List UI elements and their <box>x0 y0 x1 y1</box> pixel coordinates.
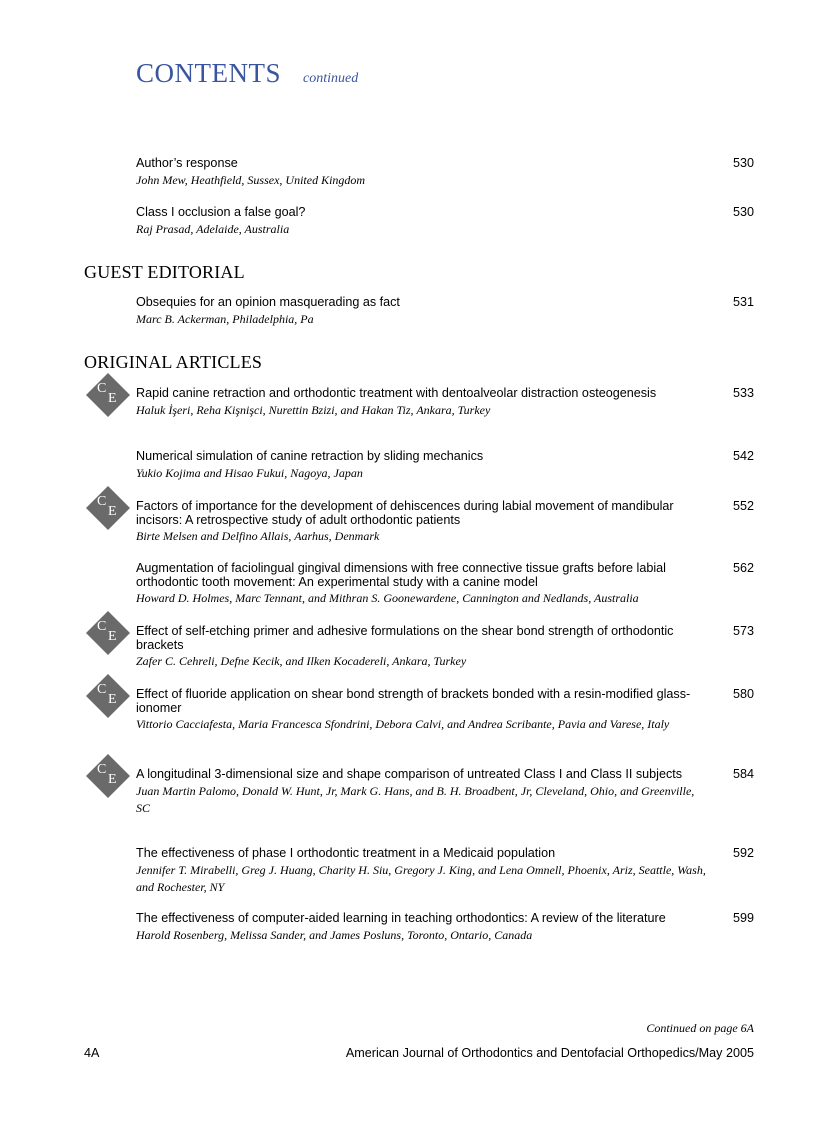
entry-authors: Yukio Kojima and Hisao Fukui, Nagoya, Japan <box>136 465 363 480</box>
svg-text:CE: CE <box>97 682 117 707</box>
entry-title[interactable]: A longitudinal 3-dimensional size and shape comparison of untreated Class I and Class II subjects <box>136 767 683 781</box>
toc-entry[interactable] <box>97 682 756 733</box>
entry-authors: Haluk İşeri, Reha Kişnişci, Nurettin Bzizi, and Hakan Tiz, Ankara, Turkey <box>136 402 491 417</box>
entry-page: 531 <box>732 295 754 309</box>
entry-title[interactable]: Author’s response <box>136 156 238 170</box>
section-heading-original-articles: ORIGINAL ARTICLES <box>84 352 263 372</box>
entry-title[interactable]: Effect of self-etching primer and adhesive formulations on the shear bond strength of orthodontic brackets <box>136 624 674 652</box>
ce-credit-icon <box>84 371 132 419</box>
entry-page: 580 <box>732 687 754 701</box>
journal-footer: American Journal of Orthodontics and Dentofacial Orthopedics/May 2005 <box>345 1046 754 1060</box>
entry-authors: Vittorio Cacciafesta, Maria Francesca Sfondrini, Debora Calvi, and Andrea Scribante, Pavia and Varese, Italy <box>136 717 670 731</box>
entry-title[interactable]: Factors of importance for the development of dehiscences during labial movement of mandibular incisors: A retrospective study of adult orthodontic patients <box>136 499 674 527</box>
entry-page: 530 <box>732 205 754 219</box>
entry-title[interactable]: Augmentation of faciolingual gingival dimensions with free connective tissue grafts before labial orthodontic tooth movement: An experimental study with a canine model <box>136 561 666 589</box>
entry-page: 533 <box>732 386 754 400</box>
toc-entry[interactable] <box>136 562 756 607</box>
svg-text:CE: CE <box>97 494 117 519</box>
entry-title[interactable]: Effect of fluoride application on shear bond strength of brackets bonded with a resin-modified glass-ionomer <box>136 687 691 715</box>
page-subtitle: continued <box>303 71 359 86</box>
ce-letter-c: CE <box>97 381 117 406</box>
toc-entry[interactable] <box>97 381 756 419</box>
entry-authors: Marc B. Ackerman, Philadelphia, Pa <box>136 311 314 326</box>
entry-authors: Raj Prasad, Adelaide, Australia <box>136 221 290 236</box>
entry-title[interactable]: Obsequies for an opinion masquerading as fact <box>136 295 400 309</box>
toc-entry[interactable] <box>136 157 756 189</box>
toc-entry[interactable] <box>136 450 756 482</box>
entry-authors: Howard D. Holmes, Marc Tennant, and Mithran S. Goonewardene, Cannington and Nedlands, Australia <box>136 591 639 605</box>
entry-page: 573 <box>732 624 754 638</box>
toc-entry[interactable] <box>97 762 756 817</box>
svg-text:CE: CE <box>97 762 117 787</box>
ce-credit-icon <box>84 672 132 720</box>
toc-entry[interactable] <box>97 494 756 545</box>
ce-credit-icon <box>84 484 132 532</box>
svg-text:CE: CE <box>97 619 117 644</box>
continued-note: Continued on page 6A <box>646 1021 754 1035</box>
entry-authors: Zafer C. Cehreli, Defne Kecik, and Ilken Kocadereli, Ankara, Turkey <box>136 654 467 668</box>
entry-page: 584 <box>732 767 754 781</box>
entry-authors: Harold Rosenberg, Melissa Sander, and James Posluns, Toronto, Ontario, Canada <box>136 927 533 942</box>
entry-title[interactable]: Class I occlusion a false goal? <box>136 205 306 219</box>
toc-entry[interactable] <box>136 296 756 328</box>
toc-entry[interactable] <box>136 847 756 896</box>
entry-authors: Jennifer T. Mirabelli, Greg J. Huang, Charity H. Siu, Gregory J. King, and Lena Omnell, Phoenix, Ariz, Seattle, Wash, and Rochester, NY <box>136 862 706 894</box>
entry-page: 562 <box>732 561 754 575</box>
page-header <box>136 58 358 89</box>
ce-credit-icon <box>84 752 132 800</box>
toc-entry[interactable] <box>136 912 756 944</box>
entry-page: 542 <box>732 449 754 463</box>
entry-title[interactable]: Numerical simulation of canine retraction by sliding mechanics <box>136 449 484 463</box>
entry-page: 552 <box>732 499 754 513</box>
entry-page: 530 <box>732 156 754 170</box>
entry-authors: John Mew, Heathfield, Sussex, United Kingdom <box>136 172 366 187</box>
ce-credit-icon <box>84 609 132 657</box>
entry-page: 592 <box>732 846 754 860</box>
entry-authors: Juan Martin Palomo, Donald W. Hunt, Jr, Mark G. Hans, and B. H. Broadbent, Jr, Cleveland, Ohio, and Greenville, SC <box>136 783 695 815</box>
page-number: 4A <box>84 1046 100 1060</box>
entry-title[interactable]: The effectiveness of phase I orthodontic treatment in a Medicaid population <box>136 846 556 860</box>
toc-entry[interactable] <box>97 619 756 670</box>
entry-title[interactable]: The effectiveness of computer-aided learning in teaching orthodontics: A review of the literature <box>136 911 666 925</box>
entry-page: 599 <box>732 911 754 925</box>
entry-title[interactable]: Rapid canine retraction and orthodontic treatment with dentoalveolar distraction osteogenesis <box>136 386 657 400</box>
entry-authors: Birte Melsen and Delfino Allais, Aarhus, Denmark <box>136 529 380 543</box>
section-heading-guest-editorial: GUEST EDITORIAL <box>84 262 245 282</box>
page-title: CONTENTS <box>136 58 281 88</box>
toc-entry[interactable] <box>136 206 756 238</box>
